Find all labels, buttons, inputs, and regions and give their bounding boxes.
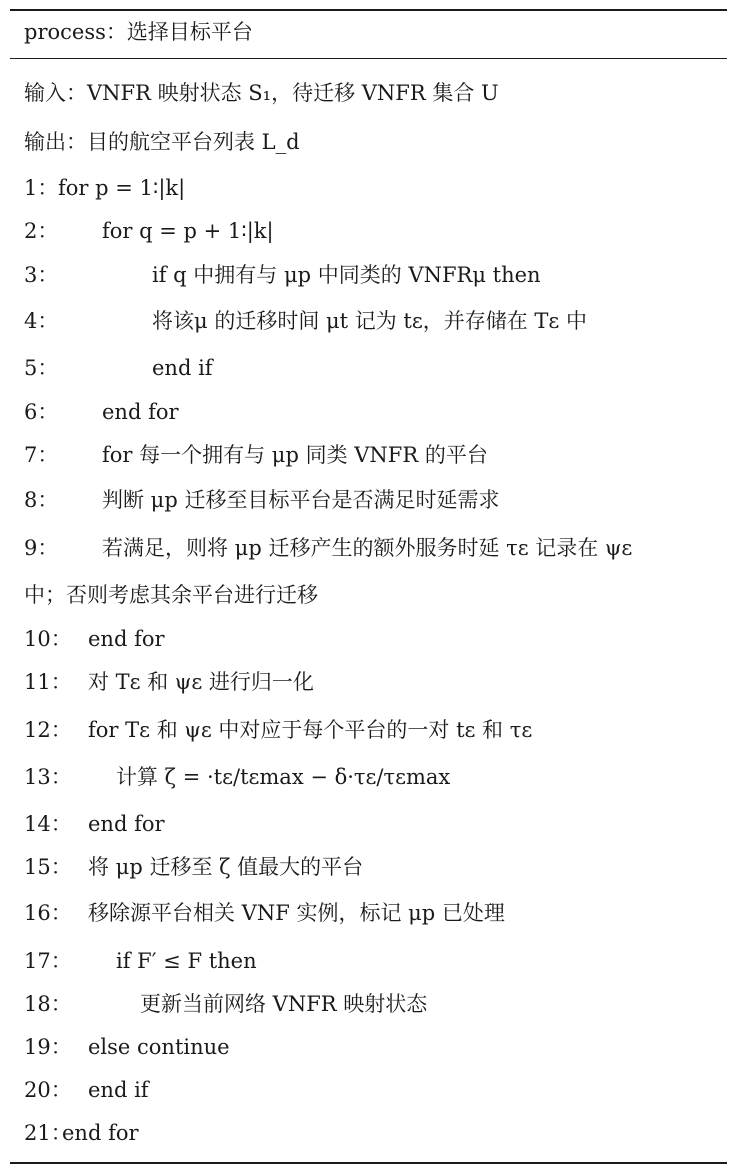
step-text: end for (62, 1121, 139, 1145)
input-line: 输入：VNFR 映射状态 S₁，待迁移 VNFR 集合 U (24, 81, 499, 105)
step-text: if q 中拥有与 μp 中同类的 VNFRμ then (152, 263, 541, 287)
step-number: 19： (24, 1035, 72, 1059)
step-number: 6： (24, 400, 59, 424)
step-number: 12： (24, 718, 72, 742)
step-number: 20： (24, 1078, 72, 1102)
step-number: 3： (24, 263, 59, 287)
step-number: 21： (24, 1121, 72, 1145)
step-number: 18： (24, 992, 72, 1016)
step-number: 9： (24, 536, 59, 560)
step-text: 将 μp 迁移至 ζ 值最大的平台 (88, 855, 364, 879)
step-text: end if (152, 356, 213, 380)
step-text: 计算 ζ = ·tε/tεmax − δ·τε/τεmax (116, 765, 451, 789)
step-text: end if (88, 1078, 149, 1102)
step-text-continuation: 中；否则考虑其余平台进行迁移 (24, 583, 318, 607)
step-text: end for (102, 400, 179, 424)
output-line: 输出：目的航空平台列表 L_d (24, 130, 300, 154)
step-text: for p = 1∶|k| (58, 176, 186, 200)
step-text: for 每一个拥有与 μp 同类 VNFR 的平台 (102, 443, 488, 467)
step-number: 17： (24, 949, 72, 973)
step-number: 10： (24, 627, 72, 651)
step-text: 若满足，则将 μp 迁移产生的额外服务时延 τε 记录在 ψε (102, 536, 633, 560)
step-number: 8： (24, 488, 59, 512)
step-number: 13： (24, 765, 72, 789)
step-text: end for (88, 812, 165, 836)
step-text: 移除源平台相关 VNF 实例，标记 μp 已处理 (88, 901, 505, 925)
step-number: 4： (24, 309, 59, 333)
step-number: 7： (24, 443, 59, 467)
top-rule (10, 9, 727, 11)
step-text: for Tε 和 ψε 中对应于每个平台的一对 tε 和 τε (88, 718, 533, 742)
bottom-rule (10, 1162, 727, 1164)
step-number: 2： (24, 219, 59, 243)
header-rule (10, 58, 727, 59)
step-number: 15： (24, 855, 72, 879)
step-text: if F′ ≤ F then (116, 949, 257, 973)
step-text: end for (88, 627, 165, 651)
step-number: 14： (24, 812, 72, 836)
step-number: 5： (24, 356, 59, 380)
step-number: 11： (24, 670, 72, 694)
step-text: 对 Tε 和 ψε 进行归一化 (88, 670, 314, 694)
step-number: 1： (24, 176, 59, 200)
algorithm-header: process：选择目标平台 (24, 20, 253, 44)
step-text: for q = p + 1∶|k| (102, 219, 274, 243)
step-text: 更新当前网络 VNFR 映射状态 (140, 992, 428, 1016)
step-number: 16： (24, 901, 72, 925)
step-text: 将该μ 的迁移时间 μt 记为 tε，并存储在 Tε 中 (152, 309, 587, 333)
step-text: else continue (88, 1035, 230, 1059)
step-text: 判断 μp 迁移至目标平台是否满足时延需求 (102, 488, 500, 512)
